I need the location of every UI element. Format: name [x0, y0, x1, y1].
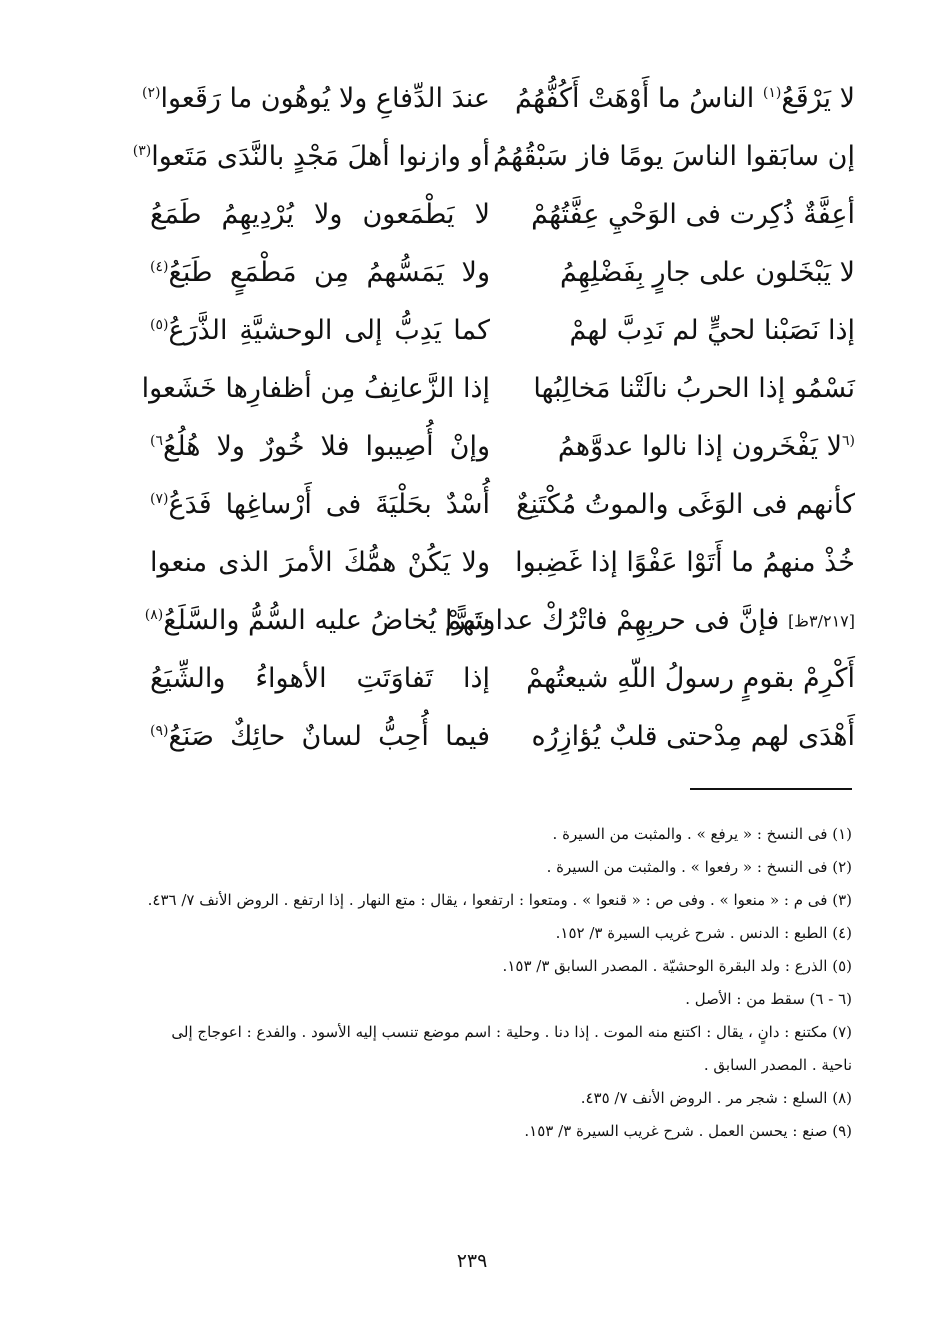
second-hemistich [150, 195, 490, 235]
poem-block [132, 70, 855, 760]
hemistich-text: أَكْرِمْ بقومٍ رسولُ اللّهِ شيعتُهمْ [526, 663, 855, 694]
hemistich-text: ولا يَمَسُّهمُ مِن مَطْمَعٍ طَبَعُ [168, 257, 490, 288]
verse-row [150, 708, 855, 766]
first-hemistich [515, 485, 855, 525]
footnote-marker: (٦ [842, 433, 855, 449]
hemistich-text: كما يَدِبُّ إلى الوحشيَّةِ الذَّرَعُ [168, 315, 490, 346]
second-hemistich [150, 311, 490, 351]
hemistich-text: أَهْدَى لهم مِدْحتى قلبٌ يُؤازِرُه [531, 721, 855, 752]
verse-row [141, 360, 855, 418]
page-number: ٢٣٩ [456, 1250, 488, 1272]
first-hemistich [493, 137, 855, 177]
hemistich-text: كأنهم فى الوَغَى والموتُ مُكْتَنِعٌ [516, 489, 855, 520]
footnote: (٩) صنع : يحسن العمل . شرح غريب السيرة ٣/ ١٥٣. [524, 1122, 852, 1140]
verse-row [150, 186, 855, 244]
second-hemistich [144, 601, 490, 641]
second-hemistich [150, 253, 490, 293]
second-hemistich [132, 137, 490, 177]
footnote: (٧) مكتنع : دانٍ ، يقال : اكتنع منه الموت . إذا دنا . وحلية : اسم موضع تنسب إليه الأسود . والفدع : اعوجاج إلى ناحية . المصدر السابق . [171, 1023, 852, 1074]
footnote: (٣) فى م : « منعوا » . وفى ص : « قنعوا » . ومتعوا : ارتفعوا ، يقال : متع النهار . إذا ارتفع . الروض الأنف ٧/ ٤٣٦. [147, 891, 852, 909]
hemistich-text: نَسْمُو إذا الحربُ نالَتْنا مَخالِبُها [533, 373, 855, 404]
second-hemistich [150, 427, 490, 467]
hemistich-text: إذا تَفاوَتَتِ الأهواءُ والشِّيَعُ [150, 663, 490, 694]
first-hemistich [515, 195, 855, 235]
hemistich-text: لا يَطْمَعون ولا يُرْدِيهِمُ طَمَعُ [150, 199, 490, 230]
hemistich-text: خُذْ منهمُ ما أَتَوْا عَفْوًا إذا غَضِبوا [515, 547, 855, 578]
first-hemistich [515, 79, 855, 119]
footnote-marker: (١) [762, 85, 782, 101]
footnote-marker: (٢) [142, 85, 161, 101]
hemistich-text: أو وازنوا أهلَ مَجْدٍ بالنَّدَى مَتَعوا [151, 141, 490, 172]
hemistich-text: لا يَرْقَعُ [781, 83, 855, 114]
footnote: (٤) الطبع : الدنس . شرح غريب السيرة ٣/ ١٥٢. [555, 924, 852, 942]
hemistich-text: ولا يَكُنْ همُّكَ الأمرَ الذى منعوا [150, 547, 490, 578]
verse-row [150, 418, 855, 476]
first-hemistich [515, 427, 855, 467]
hemistich-text: أُسْدٌ بحَلْيَةَ فى أَرْساغِها فَدَعُ [168, 489, 490, 520]
first-hemistich [444, 601, 855, 642]
second-hemistich [150, 717, 490, 757]
first-hemistich [515, 369, 855, 409]
hemistich-text: فإنَّ فى حربِهِمْ فاتْرُكْ عداوتَهمْ [444, 604, 780, 636]
hemistich-text: فيما أُحِبُّ لسانٌ حائِكٌ صَنَعُ [168, 721, 490, 752]
footnotes [140, 818, 852, 1148]
footnote-marker: (٤) [150, 259, 169, 275]
hemistich-text: أعِفَّةٌ ذُكِرت فى الوَحْيِ عِفَّتُهُمْ [531, 199, 855, 230]
second-hemistich [141, 369, 490, 409]
verse-row [150, 650, 855, 708]
second-hemistich [150, 485, 490, 525]
hemistich-text: عندَ الدِّفاعِ ولا يُوهُون ما رَقَعوا [160, 83, 490, 114]
folio-marker: [٣/٢١٧ظ] [787, 611, 855, 631]
verse-row [142, 70, 855, 128]
verse-row [150, 534, 855, 592]
footnote: (٥) الذرع : ولد البقرة الوحشيّة . المصدر السابق ٣/ ١٥٣. [502, 957, 852, 975]
second-hemistich [142, 79, 490, 119]
footnote-marker: (٣) [132, 143, 152, 159]
footnote-marker: (٩) [150, 723, 169, 739]
first-hemistich [515, 253, 855, 293]
hemistich-text: وإنْ أُصِيبوا فلا خُورٌ ولا هُلُعُ [163, 431, 490, 462]
hemistich-text: إذا نَصَبْنا لحيٍّ لم نَدِبَّ لهمْ [569, 315, 855, 346]
footnote: (٨) السلع : شجر مر . الروض الأنف ٧/ ٤٣٥. [580, 1089, 852, 1107]
footnote-marker: (٧) [150, 491, 169, 507]
second-hemistich [150, 659, 490, 699]
second-hemistich [150, 543, 490, 583]
hemistich-text: إن سابَقوا الناسَ يومًا فاز سَبْقُهُمُ [493, 141, 855, 172]
footnote-marker: ٦) [150, 433, 163, 449]
footnote: (٦ - ٦) سقط من : الأصل . [685, 990, 852, 1008]
verse-row [144, 592, 855, 650]
hemistich-text: لا يَبْخَلون على جارٍ بِفَضْلِهِمُ [560, 257, 855, 288]
footnote: (١) فى النسخ : « يرفع » . والمثبت من السيرة . [552, 825, 852, 843]
first-hemistich [515, 717, 855, 757]
verse-row [150, 244, 855, 302]
footnote: (٢) فى النسخ : « رفعوا » . والمثبت من السيرة . [546, 858, 852, 876]
verse-row [150, 302, 855, 360]
footnote-marker: (٨) [144, 607, 164, 623]
hemistich-text: شرًّا يُخاضُ عليه السُّمُّ والسَّلَعُ [163, 605, 490, 636]
first-hemistich [515, 311, 855, 351]
verse-row [132, 128, 855, 186]
footnote-marker: (٥) [150, 317, 169, 333]
footnote-divider [690, 788, 852, 790]
hemistich-text: لا يَفْخَرون إذا نالوا عدوَّهمُ [557, 431, 842, 462]
first-hemistich [515, 543, 855, 583]
verse-row [150, 476, 855, 534]
hemistich-text: الناسُ ما أَوْهَتْ أَكُفُّهُمُ [515, 83, 763, 114]
first-hemistich [515, 659, 855, 699]
hemistich-text: إذا الزَّعانِفُ مِن أظفارِها خَشَعوا [141, 373, 490, 404]
